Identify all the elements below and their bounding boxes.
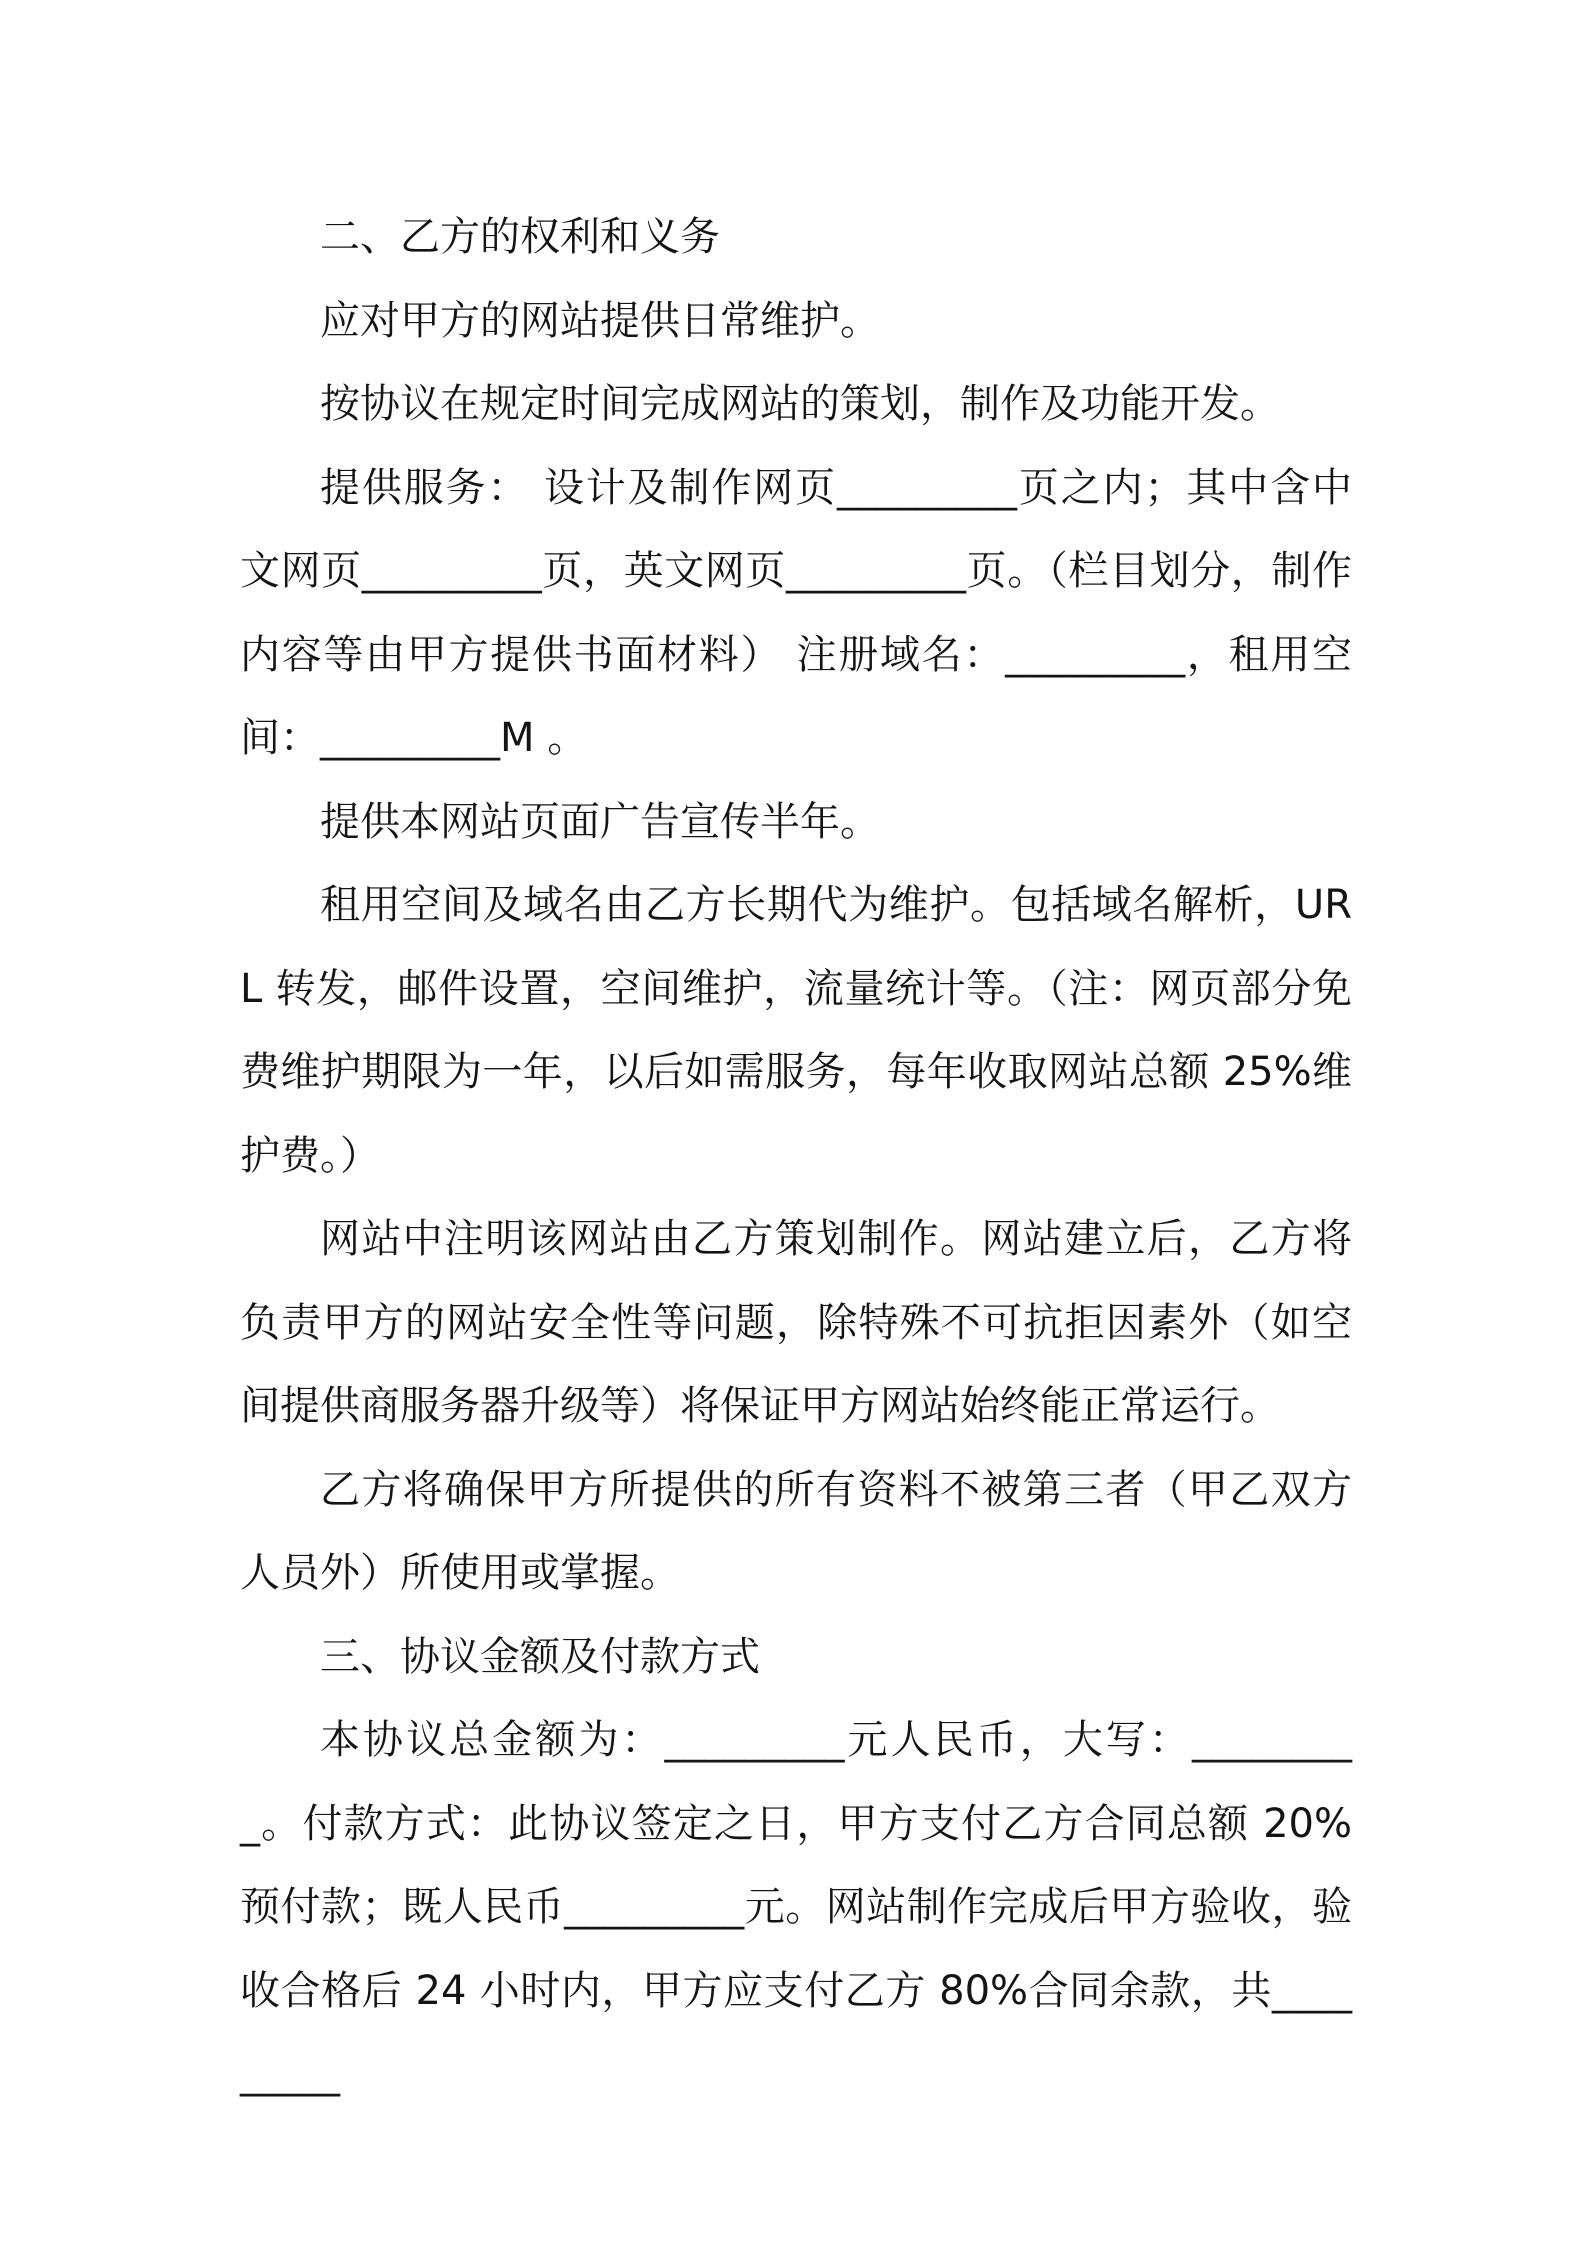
paragraph-hosting-maintenance: 租用空间及域名由乙方长期代为维护。包括域名解析，URL 转发，邮件设置，空间维护，流量统计等。（注：网页部分免费维护期限为一年，以后如需服务，每年收取网站总额 25%维护费。） [240,882,1352,1179]
paragraph-daily-maintenance: 应对甲方的网站提供日常维护。 [320,297,880,344]
paragraph-services: 提供服务： 设计及制作网页_________页之内；其中含中文网页_________页，英文网页_________页。（栏目划分，制作内容等由甲方提供书面材料） 注册域名：_________，租用空间：_________M 。 [240,464,1352,761]
paragraph-payment-terms: 本协议总金额为：_________元人民币，大写：_________。付款方式：此协议签定之日，甲方支付乙方合同总额 20%预付款；既人民币_________元。网站制作完成后甲方验收，验收合格后 24 小时内，甲方应支付乙方 80%合同余款，共_________ [240,1717,1352,2097]
section-heading-payment: 三、协议金额及付款方式 [320,1633,760,1680]
document-body [240,196,1352,2117]
paragraph-planning-development: 按协议在规定时间完成网站的策划，制作及功能开发。 [320,381,1280,427]
paragraph-site-security: 网站中注明该网站由乙方策划制作。网站建立后，乙方将负责甲方的网站安全性等问题，除特殊不可抗拒因素外（如空间提供商服务器升级等）将保证甲方网站始终能正常运行。 [240,1216,1352,1429]
section-heading-party-b-rights: 二、乙方的权利和义务 [320,214,720,260]
paragraph-confidentiality: 乙方将确保甲方所提供的所有资料不被第三者（甲乙双方人员外）所使用或掌握。 [240,1466,1352,1596]
paragraph-advertising: 提供本网站页面广告宣传半年。 [320,798,880,845]
